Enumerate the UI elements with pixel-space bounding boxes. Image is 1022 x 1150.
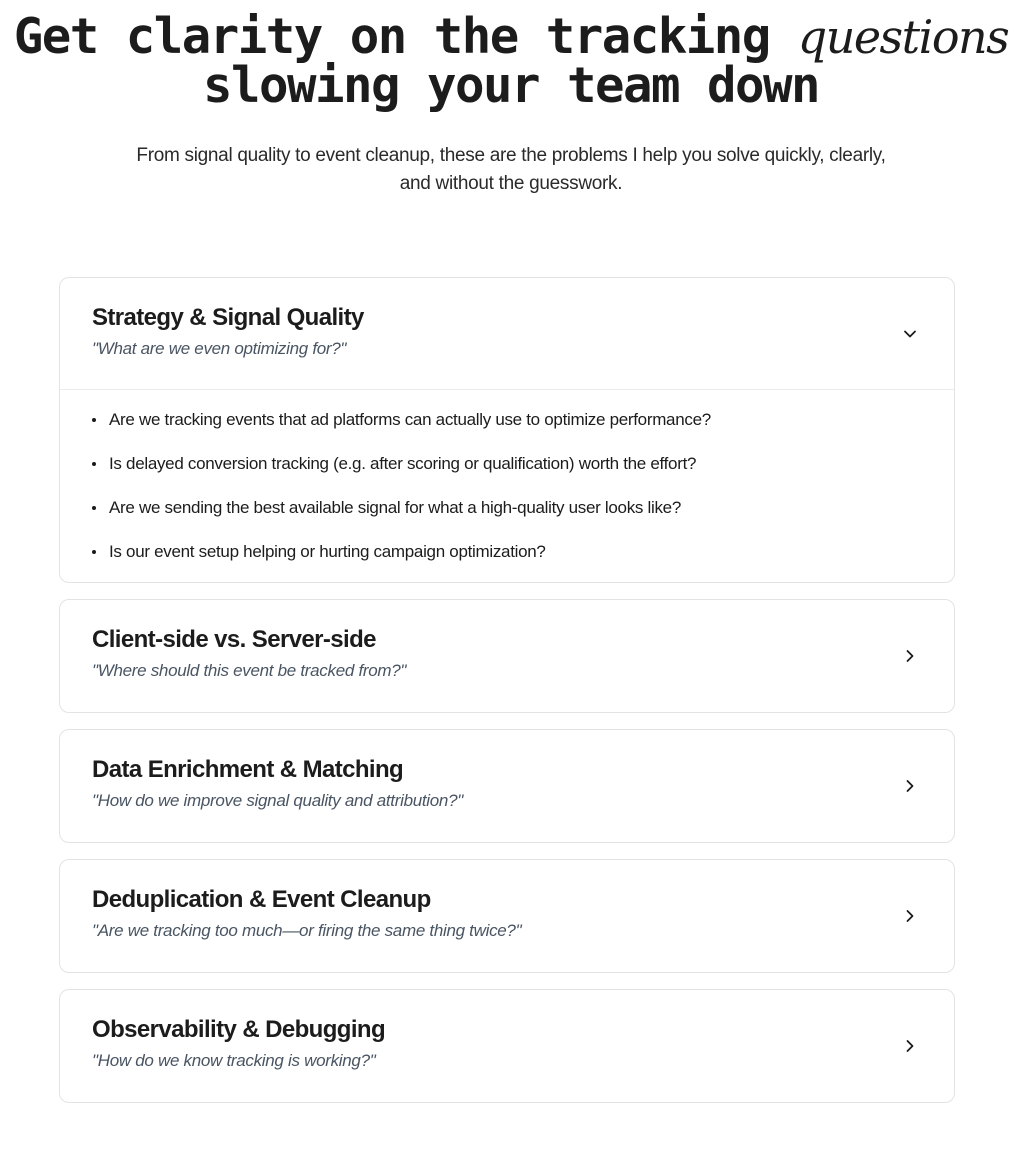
faq-title: Deduplication & Event Cleanup <box>92 886 431 913</box>
faq-header[interactable] <box>60 860 954 972</box>
faq-header[interactable] <box>60 600 954 712</box>
faq-header[interactable] <box>60 730 954 842</box>
list-item-text: Are we tracking events that ad platforms can actually use to optimize performance? <box>109 410 711 429</box>
list-item <box>92 538 922 566</box>
title-line-1 <box>0 8 1022 65</box>
page-subtitle: From signal quality to event cleanup, these are the problems I help you solve quickly, clearly, and without the guesswork. <box>136 145 886 194</box>
faq-title: Strategy & Signal Quality <box>92 304 364 331</box>
faq-title: Data Enrichment & Matching <box>92 756 404 783</box>
faq-quote: "Are we tracking too much—or firing the same thing twice?" <box>92 921 522 940</box>
bullet-icon <box>92 462 96 466</box>
list-item-text: Is our event setup helping or hurting campaign optimization? <box>109 542 546 561</box>
faq-title: Client-side vs. Server-side <box>92 626 376 653</box>
list-item <box>92 450 922 478</box>
list-item-text: Are we sending the best available signal for what a high-quality user looks like? <box>109 498 681 517</box>
chevron-down-icon[interactable] <box>900 324 920 344</box>
bullet-icon <box>92 418 96 422</box>
chevron-right-icon[interactable] <box>900 906 920 926</box>
chevron-right-icon[interactable] <box>900 776 920 796</box>
faq-card-enrichment <box>59 729 955 843</box>
faq-header[interactable] <box>60 990 954 1102</box>
chevron-right-icon[interactable] <box>900 1036 920 1056</box>
title-accent: questions <box>797 10 1009 64</box>
list-item <box>92 494 922 522</box>
chevron-right-icon[interactable] <box>900 646 920 666</box>
faq-card-observability <box>59 989 955 1103</box>
faq-quote: "Where should this event be tracked from?" <box>92 661 407 680</box>
title-line-2: slowing your team down <box>202 57 819 114</box>
faq-quote: "How do we know tracking is working?" <box>92 1051 376 1070</box>
bullet-icon <box>92 506 96 510</box>
list-item <box>92 406 922 434</box>
faq-quote: "How do we improve signal quality and attribution?" <box>92 791 463 810</box>
faq-card-client-server <box>59 599 955 713</box>
bullet-icon <box>92 550 96 554</box>
faq-card-strategy <box>59 277 955 583</box>
title-part-1: Get clarity on the tracking <box>13 8 770 65</box>
faq-list <box>59 277 955 1119</box>
list-item-text: Is delayed conversion tracking (e.g. after scoring or qualification) worth the effort? <box>109 454 697 473</box>
faq-header[interactable] <box>60 278 954 390</box>
faq-body <box>60 390 954 582</box>
faq-card-deduplication <box>59 859 955 973</box>
faq-quote: "What are we even optimizing for?" <box>92 339 347 358</box>
faq-title: Observability & Debugging <box>92 1016 386 1043</box>
